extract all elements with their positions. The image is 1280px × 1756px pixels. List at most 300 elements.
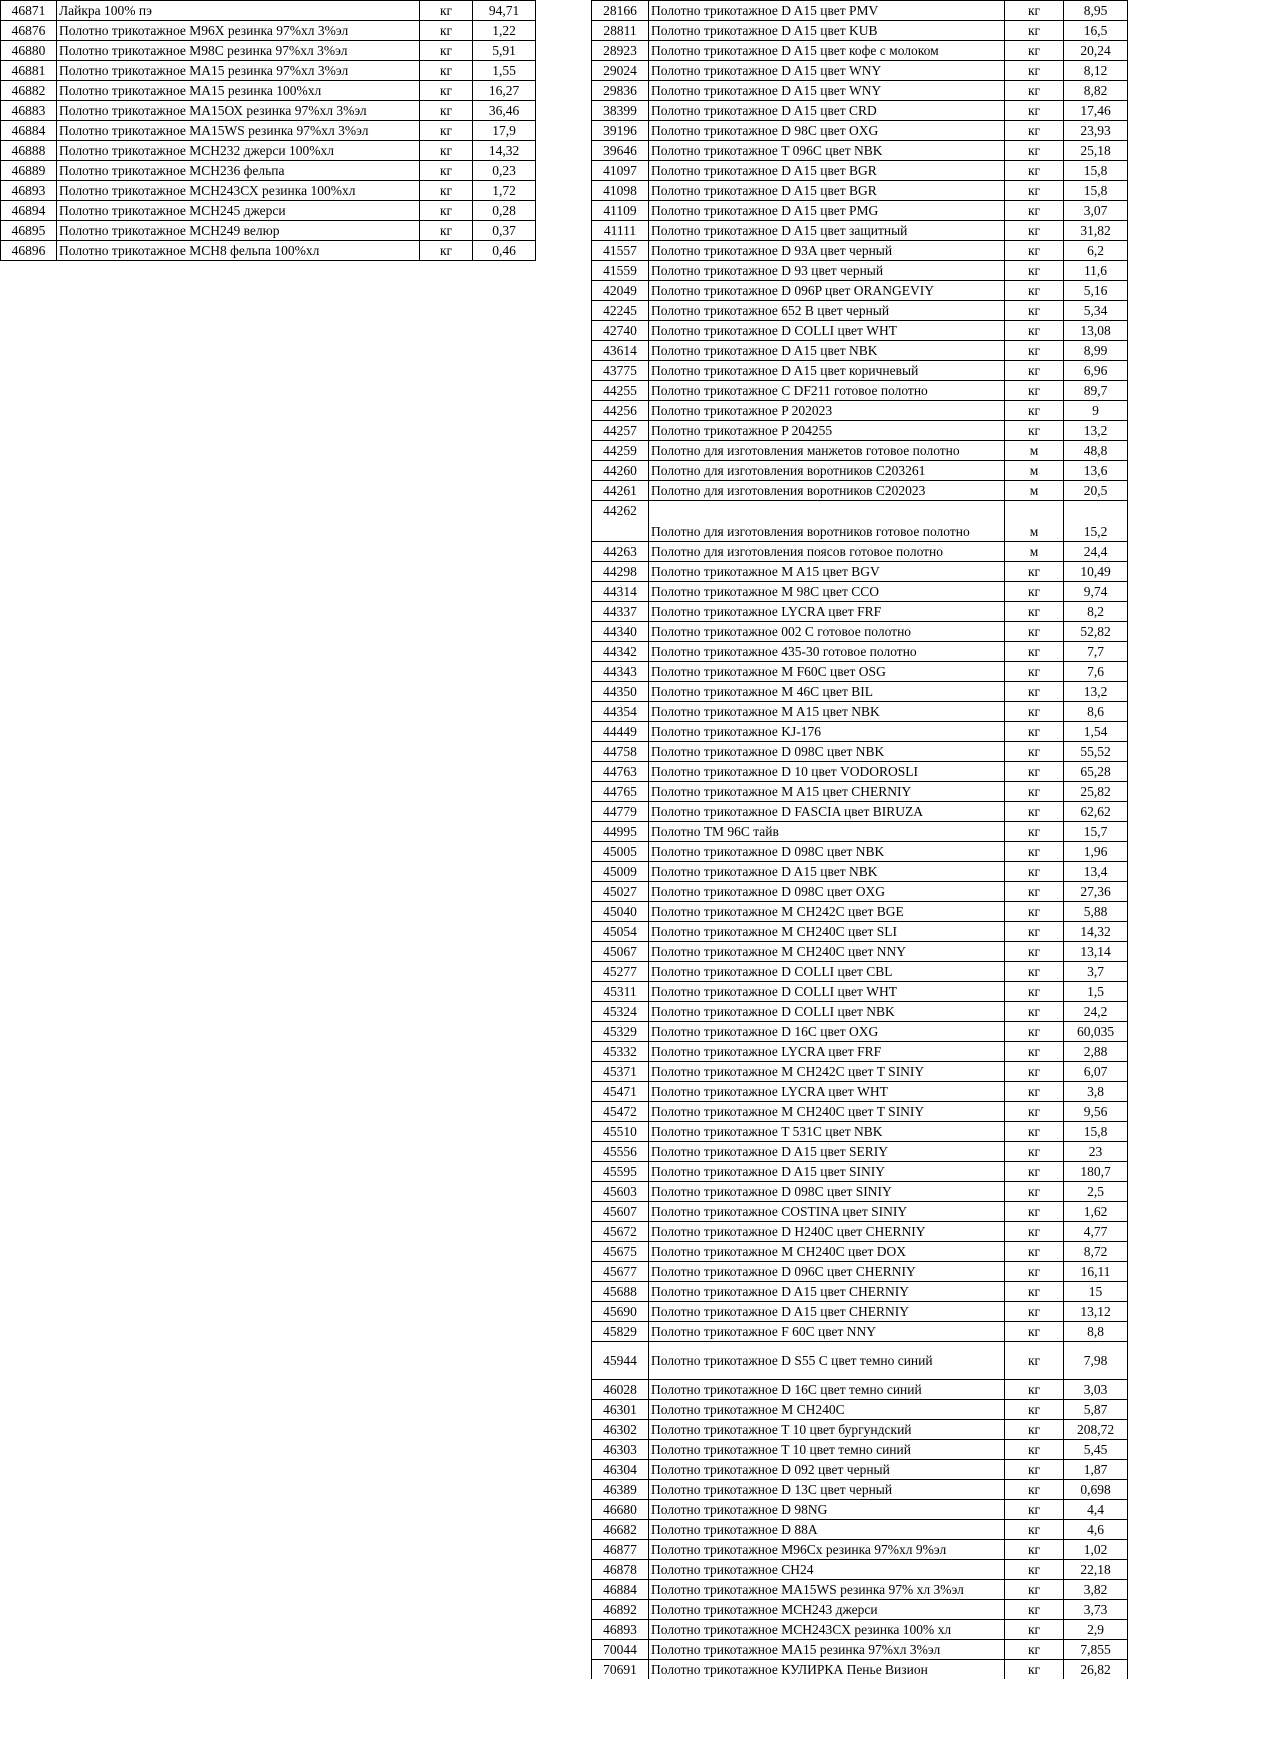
item-code: 44758 [592, 742, 649, 762]
table-row [592, 1640, 1128, 1660]
item-code: 44449 [592, 722, 649, 742]
item-quantity: 13,14 [1064, 942, 1128, 962]
table-row [592, 221, 1128, 241]
item-name: Полотно трикотажное D A15 цвет WNY [649, 61, 1005, 81]
item-name: Полотно трикотажное M CH240C цвет NNY [649, 942, 1005, 962]
item-quantity: 5,87 [1064, 1400, 1128, 1420]
item-quantity: 3,8 [1064, 1082, 1128, 1102]
table-row [592, 61, 1128, 81]
table-row [592, 1, 1128, 21]
table-row [592, 41, 1128, 61]
item-code: 46301 [592, 1400, 649, 1420]
table-row [592, 582, 1128, 602]
table-row [592, 1480, 1128, 1500]
item-quantity: 9,56 [1064, 1102, 1128, 1122]
table-row [592, 902, 1128, 922]
item-name: Полотно трикотажное M CH240C цвет DOX [649, 1242, 1005, 1262]
item-code: 44995 [592, 822, 649, 842]
item-name: Полотно трикотажное МА15WS резинка 97%хл 3%эл [57, 121, 420, 141]
item-name: Полотно трикотажное D A15 цвет SINIY [649, 1162, 1005, 1182]
table-row [592, 101, 1128, 121]
table-row [592, 1162, 1128, 1182]
item-code: 45040 [592, 902, 649, 922]
item-quantity: 20,5 [1064, 481, 1128, 501]
item-quantity: 27,36 [1064, 882, 1128, 902]
item-quantity: 16,11 [1064, 1262, 1128, 1282]
item-code: 46888 [1, 141, 57, 161]
table-row [592, 1122, 1128, 1142]
table-row [592, 1002, 1128, 1022]
item-unit: кг [1005, 802, 1064, 822]
item-unit: кг [1005, 1660, 1064, 1680]
left-table-body [1, 1, 536, 261]
item-code: 45277 [592, 962, 649, 982]
item-code: 44779 [592, 802, 649, 822]
item-quantity: 0,698 [1064, 1480, 1128, 1500]
item-code: 46893 [1, 181, 57, 201]
item-quantity: 1,54 [1064, 722, 1128, 742]
table-row [592, 662, 1128, 682]
item-unit: кг [1005, 1222, 1064, 1242]
item-quantity: 5,88 [1064, 902, 1128, 922]
item-code: 45595 [592, 1162, 649, 1182]
item-name: Полотно трикотажное MCH243CX резинка 100% хл [649, 1620, 1005, 1640]
item-name: Полотно трикотажное D FASCIA цвет BIRUZA [649, 802, 1005, 822]
item-quantity: 9,74 [1064, 582, 1128, 602]
item-code: 46876 [1, 21, 57, 41]
right-inventory-table [591, 0, 1128, 1679]
item-code: 45471 [592, 1082, 649, 1102]
item-quantity: 1,62 [1064, 1202, 1128, 1222]
table-row [1, 101, 536, 121]
item-unit: кг [1005, 1580, 1064, 1600]
item-unit: кг [1005, 81, 1064, 101]
item-quantity: 8,72 [1064, 1242, 1128, 1262]
item-name: Полотно трикотажное М98С резинка 97%хл 3%эл [57, 41, 420, 61]
item-name: Полотно для изготовления воротников C203261 [649, 461, 1005, 481]
item-unit: кг [420, 21, 473, 41]
table-row [592, 1322, 1128, 1342]
table-row [592, 1222, 1128, 1242]
item-name: Полотно трикотажное M A15 цвет BGV [649, 562, 1005, 582]
item-name: Полотно трикотажное F 60C цвет NNY [649, 1322, 1005, 1342]
table-row [592, 421, 1128, 441]
item-quantity: 62,62 [1064, 802, 1128, 822]
item-unit: кг [1005, 21, 1064, 41]
item-unit: кг [1005, 1302, 1064, 1322]
item-quantity: 3,07 [1064, 201, 1128, 221]
item-quantity: 20,24 [1064, 41, 1128, 61]
item-code: 70044 [592, 1640, 649, 1660]
table-row [592, 461, 1128, 481]
item-code: 44259 [592, 441, 649, 461]
item-quantity: 4,77 [1064, 1222, 1128, 1242]
item-unit: кг [1005, 1262, 1064, 1282]
item-code: 45672 [592, 1222, 649, 1242]
item-name: Полотно трикотажное LYCRA цвет WHT [649, 1082, 1005, 1102]
item-unit: кг [1005, 1, 1064, 21]
item-quantity: 6,2 [1064, 241, 1128, 261]
table-row [592, 1520, 1128, 1540]
item-name: Полотно трикотажное D H240C цвет CHERNIY [649, 1222, 1005, 1242]
item-unit: кг [1005, 61, 1064, 81]
item-unit: кг [1005, 702, 1064, 722]
item-unit: кг [1005, 822, 1064, 842]
item-unit: м [1005, 542, 1064, 562]
table-row [592, 702, 1128, 722]
table-row [592, 682, 1128, 702]
item-quantity: 7,98 [1064, 1342, 1128, 1380]
item-quantity: 8,2 [1064, 602, 1128, 622]
item-name: Полотно трикотажное D A15 цвет NBK [649, 862, 1005, 882]
table-row [592, 1540, 1128, 1560]
item-unit: кг [1005, 962, 1064, 982]
table-row [592, 922, 1128, 942]
item-quantity: 13,12 [1064, 1302, 1128, 1322]
item-unit: кг [1005, 1202, 1064, 1222]
table-row [592, 1500, 1128, 1520]
item-quantity: 48,8 [1064, 441, 1128, 461]
table-row [592, 81, 1128, 101]
item-name: Полотно трикотажное D A15 цвет BGR [649, 161, 1005, 181]
item-code: 46882 [1, 81, 57, 101]
item-quantity: 3,03 [1064, 1380, 1128, 1400]
table-row [1, 161, 536, 181]
item-quantity: 6,07 [1064, 1062, 1128, 1082]
item-quantity: 208,72 [1064, 1420, 1128, 1440]
item-quantity: 14,32 [1064, 922, 1128, 942]
item-quantity: 180,7 [1064, 1162, 1128, 1182]
item-unit: кг [420, 141, 473, 161]
item-unit: кг [1005, 1162, 1064, 1182]
item-code: 46892 [592, 1600, 649, 1620]
item-quantity: 1,55 [473, 61, 536, 81]
item-unit: кг [1005, 1122, 1064, 1142]
item-unit: кг [1005, 782, 1064, 802]
item-unit: кг [1005, 1520, 1064, 1540]
item-name: Полотно трикотажное T 096C цвет NBK [649, 141, 1005, 161]
table-row [592, 21, 1128, 41]
table-row [592, 1302, 1128, 1322]
item-unit: кг [1005, 1102, 1064, 1122]
table-row [592, 1142, 1128, 1162]
item-name: Лайкра 100% пэ [57, 1, 420, 21]
item-name: Полотно трикотажное D 098C цвет NBK [649, 842, 1005, 862]
item-unit: кг [1005, 1600, 1064, 1620]
table-row [592, 1460, 1128, 1480]
item-name: Полотно трикотажное D 098C цвет OXG [649, 882, 1005, 902]
item-name: Полотно трикотажное MA15WS резинка 97% хл 3%эл [649, 1580, 1005, 1600]
item-code: 46877 [592, 1540, 649, 1560]
item-quantity: 0,46 [473, 241, 536, 261]
item-name: Полотно трикотажное M CH240C цвет SLI [649, 922, 1005, 942]
item-quantity: 0,37 [473, 221, 536, 241]
item-unit: кг [1005, 341, 1064, 361]
item-quantity: 36,46 [473, 101, 536, 121]
item-unit: кг [1005, 1342, 1064, 1380]
item-name: Полотно трикотажное 435-30 готовое полотно [649, 642, 1005, 662]
item-code: 70691 [592, 1660, 649, 1680]
item-name: Полотно трикотажное D COLLI цвет WHT [649, 321, 1005, 341]
item-code: 44263 [592, 542, 649, 562]
item-name: Полотно трикотажное D A15 цвет PMG [649, 201, 1005, 221]
item-quantity: 0,28 [473, 201, 536, 221]
item-code: 46302 [592, 1420, 649, 1440]
item-code: 44337 [592, 602, 649, 622]
item-unit: кг [1005, 1640, 1064, 1660]
item-name: Полотно трикотажное МСН232 джерси 100%хл [57, 141, 420, 161]
item-unit: кг [1005, 662, 1064, 682]
table-row [592, 822, 1128, 842]
table-row [592, 742, 1128, 762]
item-unit: кг [1005, 161, 1064, 181]
item-code: 44260 [592, 461, 649, 481]
item-name: Полотно трикотажное D 096C цвет CHERNIY [649, 1262, 1005, 1282]
table-row [592, 401, 1128, 421]
item-unit: кг [1005, 101, 1064, 121]
item-name: Полотно трикотажное M CH242C цвет T SINIY [649, 1062, 1005, 1082]
item-unit: кг [420, 61, 473, 81]
table-row [592, 1600, 1128, 1620]
item-quantity: 24,2 [1064, 1002, 1128, 1022]
item-code: 45510 [592, 1122, 649, 1142]
item-name: Полотно трикотажное D A15 цвет WNY [649, 81, 1005, 101]
item-code: 45324 [592, 1002, 649, 1022]
item-unit: кг [1005, 1500, 1064, 1520]
item-code: 44255 [592, 381, 649, 401]
item-code: 41098 [592, 181, 649, 201]
item-quantity: 52,82 [1064, 622, 1128, 642]
item-code: 45688 [592, 1282, 649, 1302]
item-unit: кг [420, 121, 473, 141]
item-code: 42245 [592, 301, 649, 321]
table-row [592, 942, 1128, 962]
item-code: 28166 [592, 1, 649, 21]
table-row [592, 1440, 1128, 1460]
item-unit: кг [1005, 582, 1064, 602]
right-table-body [592, 1, 1128, 1680]
table-row [592, 762, 1128, 782]
item-unit: кг [1005, 1042, 1064, 1062]
item-quantity: 25,18 [1064, 141, 1128, 161]
item-quantity: 5,34 [1064, 301, 1128, 321]
item-unit: кг [1005, 1460, 1064, 1480]
item-unit: кг [1005, 1540, 1064, 1560]
item-name: Полотно трикотажное KJ-176 [649, 722, 1005, 742]
item-unit: кг [1005, 622, 1064, 642]
item-unit: м [1005, 441, 1064, 461]
item-name: Полотно трикотажное M CH240C цвет T SINIY [649, 1102, 1005, 1122]
table-row [592, 261, 1128, 281]
item-name: Полотно трикотажное M 98C цвет CCO [649, 582, 1005, 602]
item-code: 28923 [592, 41, 649, 61]
table-row [1, 61, 536, 81]
item-name: Полотно трикотажное M A15 цвет NBK [649, 702, 1005, 722]
item-quantity: 9 [1064, 401, 1128, 421]
item-unit: кг [1005, 241, 1064, 261]
table-row [592, 542, 1128, 562]
item-quantity: 31,82 [1064, 221, 1128, 241]
item-quantity: 24,4 [1064, 542, 1128, 562]
item-name: Полотно трикотажное D A15 цвет BGR [649, 181, 1005, 201]
item-unit: кг [1005, 201, 1064, 221]
item-unit: кг [1005, 1282, 1064, 1302]
item-code: 38399 [592, 101, 649, 121]
item-name: Полотно трикотажное M96Cx резинка 97%хл 9%эл [649, 1540, 1005, 1560]
item-quantity: 8,12 [1064, 61, 1128, 81]
item-name: Полотно трикотажное D 16C цвет OXG [649, 1022, 1005, 1042]
item-unit: кг [1005, 902, 1064, 922]
item-code: 43775 [592, 361, 649, 381]
item-quantity: 0,23 [473, 161, 536, 181]
item-quantity: 1,02 [1064, 1540, 1128, 1560]
item-code: 46303 [592, 1440, 649, 1460]
item-code: 44342 [592, 642, 649, 662]
table-row [592, 1560, 1128, 1580]
item-quantity: 10,49 [1064, 562, 1128, 582]
item-quantity: 5,45 [1064, 1440, 1128, 1460]
item-name: Полотно трикотажное D A15 цвет KUB [649, 21, 1005, 41]
item-code: 41109 [592, 201, 649, 221]
item-quantity: 1,87 [1064, 1460, 1128, 1480]
item-unit: кг [1005, 842, 1064, 862]
table-row [592, 281, 1128, 301]
table-row [592, 1082, 1128, 1102]
table-row [1, 121, 536, 141]
item-quantity: 11,6 [1064, 261, 1128, 281]
item-quantity: 8,8 [1064, 1322, 1128, 1342]
table-row [592, 161, 1128, 181]
table-row [592, 301, 1128, 321]
item-unit: кг [1005, 642, 1064, 662]
item-code: 44343 [592, 662, 649, 682]
item-unit: кг [1005, 221, 1064, 241]
item-name: Полотно трикотажное LYCRA цвет FRF [649, 1042, 1005, 1062]
item-quantity: 22,18 [1064, 1560, 1128, 1580]
item-unit: кг [1005, 1022, 1064, 1042]
item-quantity: 65,28 [1064, 762, 1128, 782]
item-name: Полотно трикотажное D COLLI цвет WHT [649, 982, 1005, 1002]
item-quantity: 8,6 [1064, 702, 1128, 722]
item-name: Полотно трикотажное COSTINA цвет SINIY [649, 1202, 1005, 1222]
item-code: 46028 [592, 1380, 649, 1400]
table-row [592, 1620, 1128, 1640]
item-unit: кг [420, 241, 473, 261]
item-name: Полотно трикотажное M CH240C [649, 1400, 1005, 1420]
table-row [592, 802, 1128, 822]
item-unit: кг [1005, 421, 1064, 441]
item-name: Полотно для изготовления манжетов готовое полотно [649, 441, 1005, 461]
item-unit: кг [1005, 301, 1064, 321]
item-name: Полотно трикотажное МА15 резинка 100%хл [57, 81, 420, 101]
item-quantity: 15,8 [1064, 161, 1128, 181]
item-code: 46889 [1, 161, 57, 181]
item-code: 46680 [592, 1500, 649, 1520]
table-row [592, 1022, 1128, 1042]
item-quantity: 5,16 [1064, 281, 1128, 301]
item-quantity: 13,2 [1064, 421, 1128, 441]
item-code: 28811 [592, 21, 649, 41]
item-unit: кг [1005, 762, 1064, 782]
item-unit: кг [1005, 1380, 1064, 1400]
item-code: 44298 [592, 562, 649, 582]
item-code: 46896 [1, 241, 57, 261]
item-quantity: 16,27 [473, 81, 536, 101]
item-name: Полотно трикотажное D 10 цвет VODOROSLI [649, 762, 1005, 782]
item-name: Полотно трикотажное D A15 цвет PMV [649, 1, 1005, 21]
item-name: Полотно трикотажное T 10 цвет бургундский [649, 1420, 1005, 1440]
item-quantity: 3,73 [1064, 1600, 1128, 1620]
item-code: 46880 [1, 41, 57, 61]
item-quantity: 1,72 [473, 181, 536, 201]
item-quantity: 8,95 [1064, 1, 1128, 21]
table-row [592, 1042, 1128, 1062]
table-row [592, 361, 1128, 381]
table-row [1, 21, 536, 41]
item-name: Полотно трикотажное D 13C цвет черный [649, 1480, 1005, 1500]
item-code: 44261 [592, 481, 649, 501]
item-code: 41557 [592, 241, 649, 261]
item-quantity: 8,99 [1064, 341, 1128, 361]
item-name: Полотно трикотажное P 204255 [649, 421, 1005, 441]
item-name: Полотно трикотажное МСН8 фельпа 100%хл [57, 241, 420, 261]
item-unit: кг [1005, 742, 1064, 762]
item-code: 46895 [1, 221, 57, 241]
item-unit: кг [1005, 41, 1064, 61]
item-code: 45829 [592, 1322, 649, 1342]
table-row [592, 321, 1128, 341]
item-code: 45027 [592, 882, 649, 902]
item-code: 44350 [592, 682, 649, 702]
table-row [592, 1420, 1128, 1440]
table-row [592, 141, 1128, 161]
item-name: Полотно трикотажное MCH243 джерси [649, 1600, 1005, 1620]
item-quantity: 14,32 [473, 141, 536, 161]
item-name: Полотно трикотажное 652 В цвет черный [649, 301, 1005, 321]
table-row [592, 1342, 1128, 1380]
item-unit: м [1005, 461, 1064, 481]
table-row [592, 1262, 1128, 1282]
table-row [592, 722, 1128, 742]
item-code: 41111 [592, 221, 649, 241]
item-name: Полотно трикотажное M A15 цвет CHERNIY [649, 782, 1005, 802]
table-row [592, 481, 1128, 501]
item-unit: кг [1005, 1420, 1064, 1440]
item-unit: кг [1005, 1062, 1064, 1082]
item-unit: кг [1005, 862, 1064, 882]
item-code: 46304 [592, 1460, 649, 1480]
item-name: Полотно для изготовления воротников готовое полотно [649, 501, 1005, 542]
item-name: Полотно трикотажное D 096P цвет ORANGEVIY [649, 281, 1005, 301]
item-name: Полотно трикотажное D A15 цвет кофе с молоком [649, 41, 1005, 61]
item-unit: кг [1005, 361, 1064, 381]
item-quantity: 25,82 [1064, 782, 1128, 802]
item-code: 45371 [592, 1062, 649, 1082]
item-quantity: 15,2 [1064, 501, 1128, 542]
item-code: 45690 [592, 1302, 649, 1322]
item-name: Полотно трикотажное C DF211 готовое полотно [649, 381, 1005, 401]
item-unit: кг [1005, 181, 1064, 201]
item-name: Полотно трикотажное T 10 цвет темно синий [649, 1440, 1005, 1460]
item-name: Полотно трикотажное МСН249 велюр [57, 221, 420, 241]
item-name: Полотно трикотажное D A15 цвет NBK [649, 341, 1005, 361]
item-name: Полотно трикотажное D S55 C цвет темно синий [649, 1342, 1005, 1380]
item-name: Полотно трикотажное МА15 резинка 97%хл 3%эл [57, 61, 420, 81]
item-quantity: 1,22 [473, 21, 536, 41]
item-quantity: 7,7 [1064, 642, 1128, 662]
item-name: Полотно трикотажное D A15 цвет коричневый [649, 361, 1005, 381]
item-code: 41097 [592, 161, 649, 181]
